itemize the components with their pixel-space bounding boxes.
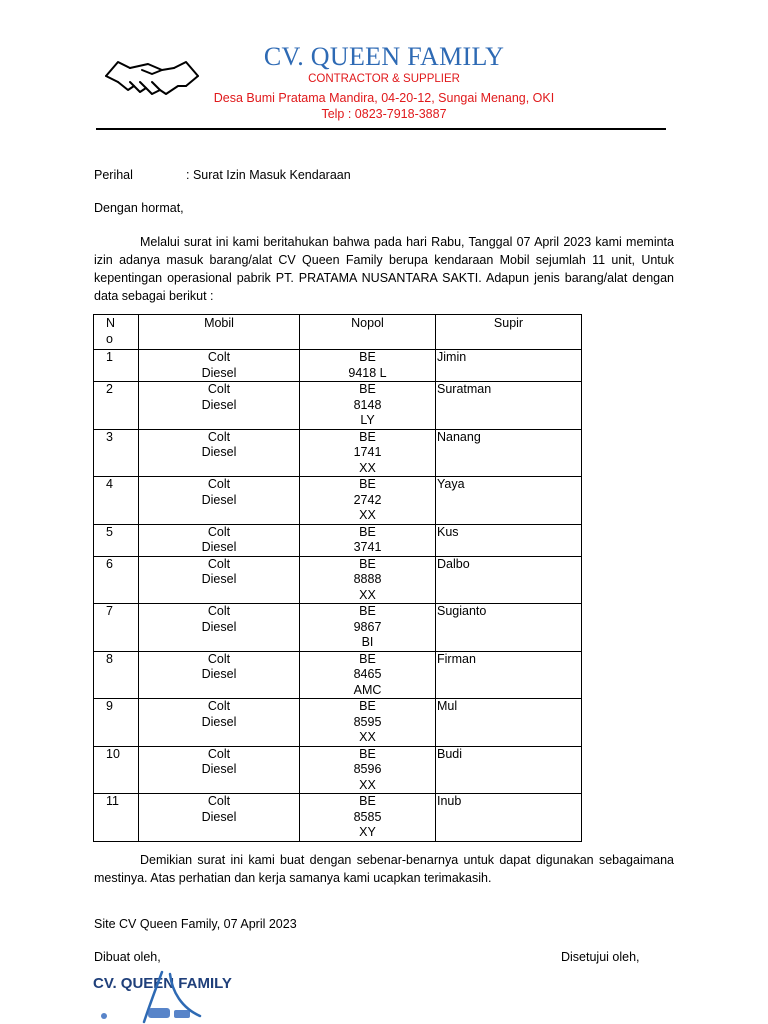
table-row [94,556,582,604]
row-supir-cell: Firman [436,651,582,699]
company-name: CV. QUEEN FAMILY [263,42,505,71]
header-mobil: Mobil [139,315,300,350]
table-row [94,350,582,382]
row-supir-cell: Inub [436,794,582,842]
row-mobil-cell: Colt Diesel [139,382,300,430]
row-nopol-cell: BE 8888 XX [300,556,436,604]
row-nopol-cell: BE 8596 XX [300,746,436,794]
table-row [94,604,582,652]
row-no-cell: 9 [94,699,139,747]
row-nopol-cell: BE 8585 XY [300,794,436,842]
body-paragraph: Melalui surat ini kami beritahukan bahwa pada hari Rabu, Tanggal 07 April 2023 kami meminta izin adanya masuk barang/alat CV Queen Family berupa kendaraan Mobil sejumlah 11 unit, Untuk kepentingan operasional pabrik PT. PRATAMA NUSANTARA SAKTI. Adapun jenis barang/alat dengan data sebagai berikut : [94,235,674,303]
row-mobil-cell: Colt Diesel [139,604,300,652]
perihal-label: Perihal [94,168,133,182]
row-no-cell: 7 [94,604,139,652]
row-nopol-cell: BE 8148 LY [300,382,436,430]
row-supir-cell: Mul [436,699,582,747]
row-supir-cell: Dalbo [436,556,582,604]
row-no-cell: 2 [94,382,139,430]
row-nopol-cell: BE 9418 L [300,350,436,382]
table-row [94,429,582,477]
row-supir-cell: Nanang [436,429,582,477]
row-no-cell: 8 [94,651,139,699]
table-body [94,350,582,842]
row-mobil-cell: Colt Diesel [139,477,300,525]
row-nopol-cell: BE 1741 XX [300,429,436,477]
row-no-cell: 6 [94,556,139,604]
row-supir-cell: Yaya [436,477,582,525]
row-nopol-cell: BE 8595 XX [300,699,436,747]
vehicle-table [93,314,582,842]
table-row [94,794,582,842]
row-no-cell: 3 [94,429,139,477]
header-supir: Supir [436,315,582,350]
perihal-value: : Surat Izin Masuk Kendaraan [186,168,351,182]
row-mobil-cell: Colt Diesel [139,746,300,794]
place-date: Site CV Queen Family, 07 April 2023 [94,917,297,931]
approved-by-label: Disetujui oleh, [561,950,640,964]
company-subtitle: CONTRACTOR & SUPPLIER [308,73,460,85]
table-header-row [94,315,582,350]
table-row [94,746,582,794]
greeting: Dengan hormat, [94,201,184,215]
row-no-cell: 4 [94,477,139,525]
row-supir-cell: Jimin [436,350,582,382]
row-mobil-cell: Colt Diesel [139,794,300,842]
row-mobil-cell: Colt Diesel [139,651,300,699]
row-supir-cell: Kus [436,524,582,556]
company-stamp [90,968,240,1024]
row-mobil-cell: Colt Diesel [139,524,300,556]
header-divider [96,128,666,130]
row-no-cell: 11 [94,794,139,842]
row-no-cell: 1 [94,350,139,382]
row-mobil-cell: Colt Diesel [139,699,300,747]
company-address: Desa Bumi Pratama Mandira, 04-20-12, Sungai Menang, OKI [213,91,555,105]
row-no-cell: 10 [94,746,139,794]
row-nopol-cell: BE 9867 BI [300,604,436,652]
table-row [94,651,582,699]
row-mobil-cell: Colt Diesel [139,350,300,382]
row-nopol-cell: BE 3741 [300,524,436,556]
row-nopol-cell: BE 8465 AMC [300,651,436,699]
row-mobil-cell: Colt Diesel [139,556,300,604]
row-supir-cell: Sugianto [436,604,582,652]
row-nopol-cell: BE 2742 XX [300,477,436,525]
table-row [94,477,582,525]
row-supir-cell: Budi [436,746,582,794]
row-supir-cell: Suratman [436,382,582,430]
company-phone: Telp : 0823-7918-3887 [321,107,447,121]
closing-paragraph: Demikian surat ini kami buat dengan sebenar-benarnya untuk dapat digunakan sebagaimana mestinya. Atas perhatian dan kerja samanya kami ucapkan terimakasih. [94,853,674,885]
row-no-cell: 5 [94,524,139,556]
table-row [94,524,582,556]
made-by-label: Dibuat oleh, [94,950,161,964]
stamp-text: CV. QUEEN FAMILY [93,975,232,992]
header-nopol: Nopol [300,315,436,350]
table-row [94,699,582,747]
table-row [94,382,582,430]
row-mobil-cell: Colt Diesel [139,429,300,477]
header-no: N o [94,315,139,350]
